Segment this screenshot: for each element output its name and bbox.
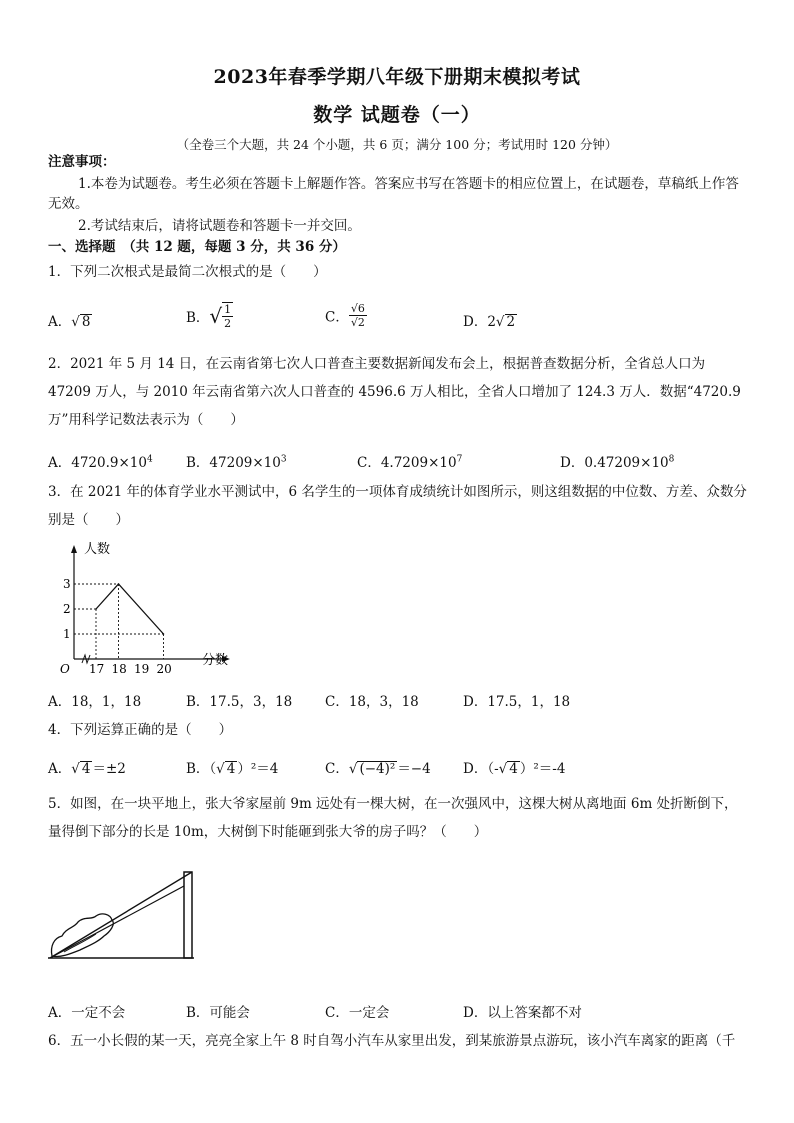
x-tick-label-17: 17 xyxy=(89,662,105,675)
chart-layer xyxy=(60,541,230,675)
q2-option-b-text: B．47209×10 xyxy=(186,455,281,471)
q2-option-c-text: C．4.7209×10 xyxy=(357,455,457,471)
q2-option-a-exponent: 4 xyxy=(146,454,153,465)
q4-option-c-rest: ＝−4 xyxy=(397,761,431,777)
q4-option-a-rest: ＝±2 xyxy=(92,761,126,777)
q1-option-c-denominator: √2 xyxy=(350,316,365,329)
q1-option-c-numerator: √6 xyxy=(350,302,365,315)
q1-option-b: B．√ $\frac{1}{2}$ xyxy=(186,303,232,330)
q1-option-d-radicand: 2 xyxy=(506,314,516,330)
q2-stem: 2．2021 年 5 月 14 日，在云南省第七次人口普查主要数据新闻发布会上，根据普查数据分析，全省总人口为 47209 万人，与 2010 年云南省第六次人口普查的 4596.6 万人相比，全省人口增加了 124.3 万人．数据“4720.9 万”用科学记数法表示为（ ） xyxy=(48,356,741,428)
notes-item-1: 1.本卷为试题卷。考生必须在答题卡上解题作答。答案应书写在答题卡的相应位置上，在试题卷，草稿纸上作答无效。 xyxy=(48,176,739,212)
q4-option-d-radicand: 4 xyxy=(509,761,518,777)
q1-option-d-coefficient: 2 xyxy=(487,314,496,330)
q1-option-c-label: C． xyxy=(325,309,349,326)
q2-option-b xyxy=(186,451,287,471)
x-tick-label-20: 20 xyxy=(156,662,172,675)
x-axis-label: 分数 xyxy=(202,653,229,668)
q4-option-b-radicand: 4 xyxy=(226,761,236,777)
q2-option-a-text: A．4720.9×10 xyxy=(48,455,147,471)
q3-option-c: C．18，3，18 xyxy=(325,694,419,710)
q2-option-c-exponent: 7 xyxy=(456,454,463,465)
q6-stem: 6．五一小长假的某一天，亮亮全家上午 8 时自驾小汽车从家里出发，到某旅游景点游玩，该小汽车离家的距离（千 xyxy=(48,1033,736,1049)
data-point-20 xyxy=(163,633,165,635)
fallen-tree-line xyxy=(50,872,192,958)
q5-option-b: B．可能会 xyxy=(186,1005,250,1021)
q1-option-a-label: A． xyxy=(48,314,72,330)
q4-option-b: B．（√ 4 ）²＝4 xyxy=(186,761,279,777)
exam-subtitle: 数学 试题卷（一） xyxy=(313,104,481,126)
notes-heading: 注意事项： xyxy=(48,154,116,170)
q1-option-b-numerator: 1 xyxy=(224,303,232,316)
x-tick-label-18: 18 xyxy=(111,662,127,675)
q4-option-c-label: C． xyxy=(325,761,349,777)
q2-option-d xyxy=(560,451,674,471)
exam-info: （全卷三个大题，共 24 个小题，共 6 页；满分 100 分；考试用时 120 分钟） xyxy=(176,137,618,152)
q4-option-b-rest: ）²＝4 xyxy=(237,761,279,777)
y-axis-arrow xyxy=(71,545,77,553)
q4-option-a-label: A． xyxy=(48,761,72,777)
q5-option-c: C．一定会 xyxy=(325,1005,390,1021)
q1-option-b-label: B． xyxy=(186,310,210,326)
q4-option-c-radicand: (−4)² xyxy=(359,761,396,777)
notes-item-2: 2.考试结束后，请将试题卷和答题卡一并交回。 xyxy=(78,218,361,234)
q2-option-d-text: D．0.47209×10 xyxy=(560,455,669,471)
origin-label: O xyxy=(60,662,70,675)
q3-stem: 3．在 2021 年的体育学业水平测试中，6 名学生的一项体育成绩统计如图所示，则这组数据的中位数、方差、众数分别是（ ） xyxy=(48,484,747,528)
tree-trunk-line xyxy=(50,886,184,958)
q2-option-b-exponent: 3 xyxy=(280,454,287,465)
q3-option-b: B．17.5，3，18 xyxy=(186,694,293,710)
q4-option-c: C．√ (−4)² ＝−4 xyxy=(325,761,431,777)
exam-title: 2023年春季学期八年级下册期末模拟考试 xyxy=(213,66,581,88)
q4-option-b-label: B．（ xyxy=(186,761,217,777)
q1-option-d: D．2√ 2 xyxy=(463,314,516,330)
q5-option-a: A．一定不会 xyxy=(48,1005,126,1021)
x-tick-label-19: 19 xyxy=(134,662,150,675)
q3-option-a: A．18，1，18 xyxy=(48,694,142,710)
q3-option-d: D．17.5，1，18 xyxy=(463,694,571,710)
q1-option-a-radicand: 8 xyxy=(81,314,91,330)
data-point-17 xyxy=(95,608,97,610)
y-tick-label-2: 2 xyxy=(63,602,71,616)
section-heading: 一、选择题 （共 12 题，每题 3 分，共 36 分） xyxy=(48,239,346,255)
y-tick-label-1: 1 xyxy=(63,627,71,641)
q5-figure-tree-and-house xyxy=(44,862,204,966)
house-wall xyxy=(184,872,192,958)
q1-stem: 1．下列二次根式是最简二次根式的是（ ） xyxy=(48,264,327,280)
tree-crown xyxy=(51,914,113,957)
q5-stem: 5．如图，在一块平地上，张大爷家屋前 9m 远处有一棵大树，在一次强风中，这棵大树从离地面 6m 处折断倒下，量得倒下部分的长是 10m，大树倒下时能砸到张大爷的房子吗？（ ） xyxy=(48,796,738,840)
q4-option-d-rest: ）²＝-4 xyxy=(519,761,566,777)
q1-option-b-denominator: 2 xyxy=(224,317,232,330)
q4-option-d: D．（-√ 4 ）²＝-4 xyxy=(463,761,566,777)
q2-option-c xyxy=(357,451,462,471)
q4-option-a-radicand: 4 xyxy=(81,761,91,777)
q2-option-d-exponent: 8 xyxy=(668,454,675,465)
q1-option-d-label: D． xyxy=(463,314,488,330)
q4-stem: 4．下列运算正确的是（ ） xyxy=(48,722,233,738)
y-tick-label-3: 3 xyxy=(63,577,71,591)
data-point-18 xyxy=(118,583,120,585)
y-axis-label: 人数 xyxy=(84,542,111,557)
q4-option-d-label: D．（- xyxy=(463,761,499,777)
q4-option-a: A．√ 4 ＝±2 xyxy=(48,761,126,777)
q1-option-c xyxy=(325,302,367,329)
q3-chart xyxy=(40,535,250,675)
q1-option-a: A．√ 8 xyxy=(48,314,91,330)
q2-option-a xyxy=(48,451,153,471)
series-line xyxy=(96,584,164,634)
q5-option-d: D．以上答案都不对 xyxy=(463,1005,582,1021)
